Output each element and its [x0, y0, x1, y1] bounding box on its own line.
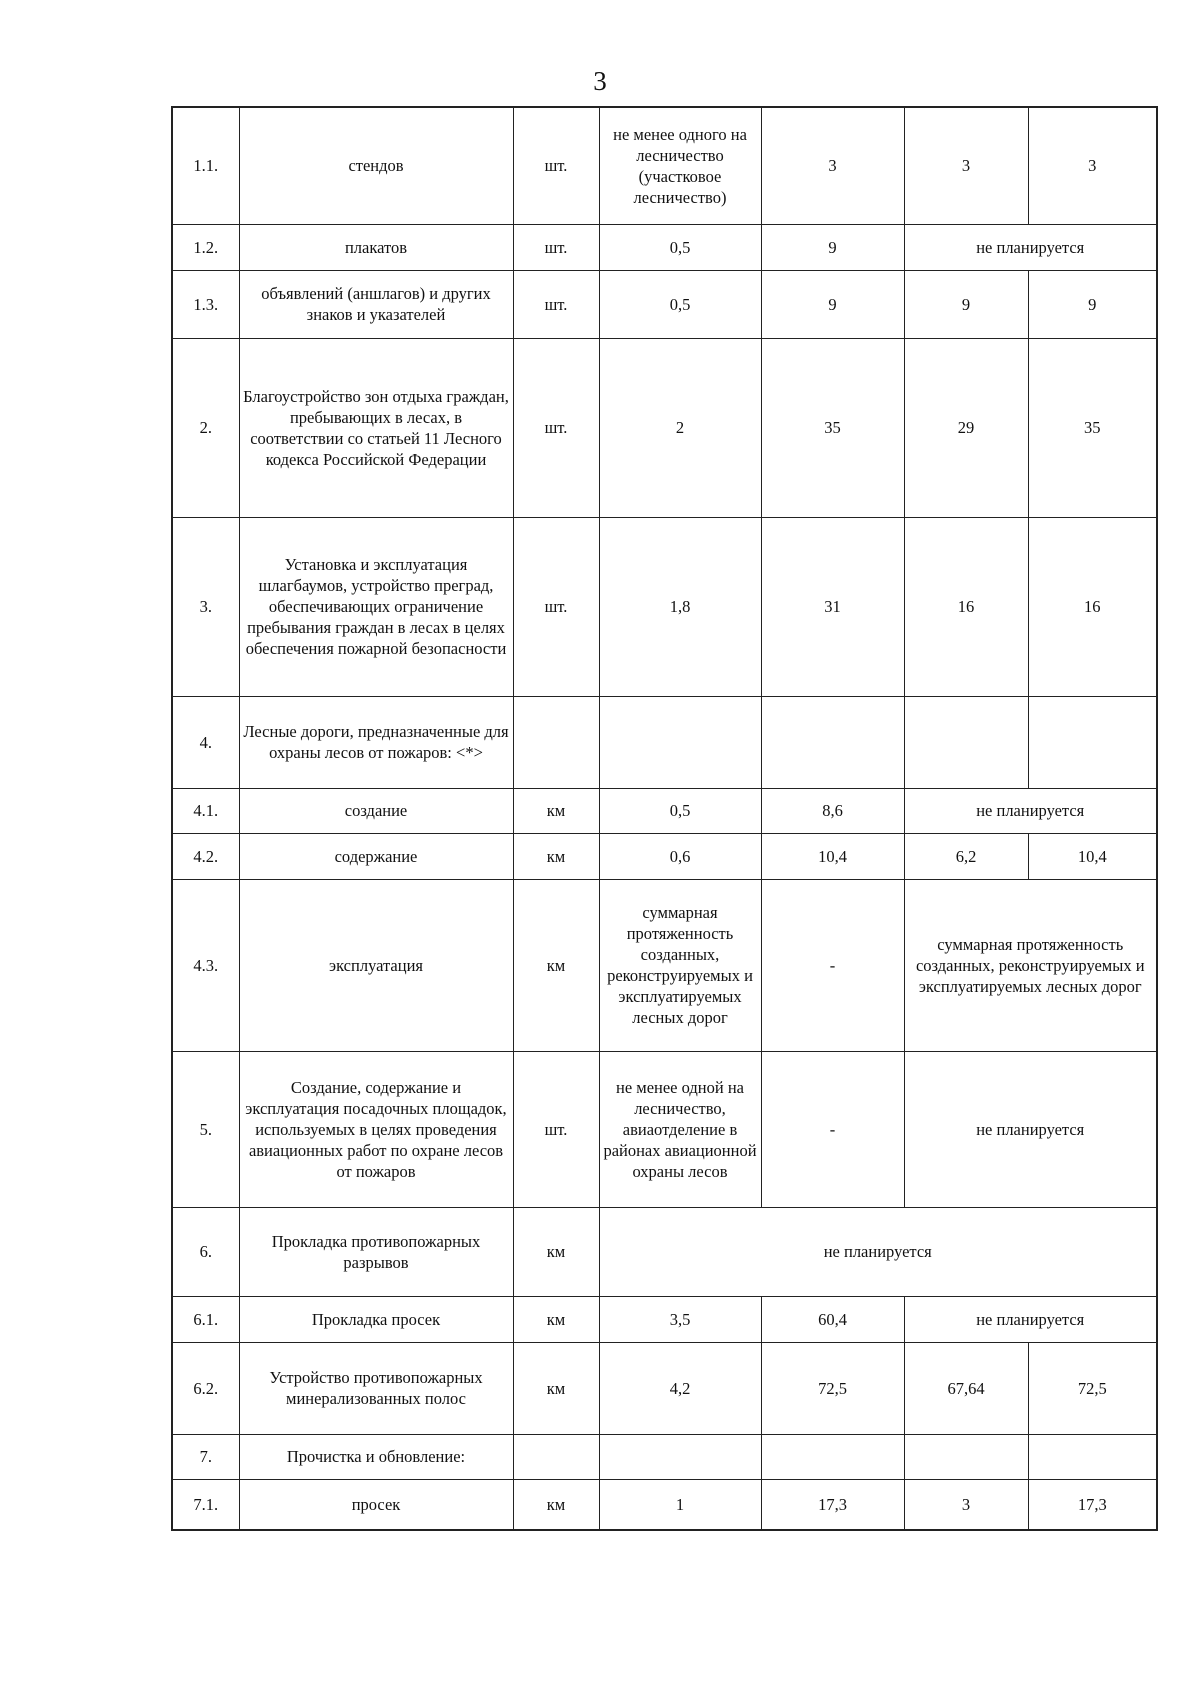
- value-cell: 60,4: [761, 1296, 904, 1342]
- table-row: [172, 270, 1157, 338]
- row-number: 1.3.: [172, 270, 239, 338]
- table-row: [172, 696, 1157, 788]
- row-number: 6.1.: [172, 1296, 239, 1342]
- norm-cell: не менее одной на лесничество, авиаотделение в районах авиационной охраны лесов: [599, 1051, 761, 1207]
- measure-name: стендов: [239, 107, 513, 224]
- unit-cell: км: [513, 1207, 599, 1296]
- value-cell: [904, 696, 1028, 788]
- norm-cell: 0,5: [599, 788, 761, 833]
- value-cell: [1028, 1434, 1157, 1479]
- norm-cell: 0,6: [599, 833, 761, 879]
- row-number: 7.: [172, 1434, 239, 1479]
- table-row: [172, 517, 1157, 696]
- norm-cell: 3,5: [599, 1296, 761, 1342]
- table-row: [172, 224, 1157, 270]
- value-cell: 72,5: [1028, 1342, 1157, 1434]
- value-cell: 3: [761, 107, 904, 224]
- table-row: [172, 879, 1157, 1051]
- unit-cell: шт.: [513, 107, 599, 224]
- measure-name: Лесные дороги, предназначенные для охраны лесов от пожаров: <*>: [239, 696, 513, 788]
- table-row: [172, 1207, 1157, 1296]
- value-cell: 6,2: [904, 833, 1028, 879]
- row-number: 6.: [172, 1207, 239, 1296]
- value-cell: 67,64: [904, 1342, 1028, 1434]
- measure-name: эксплуатация: [239, 879, 513, 1051]
- value-cell: 10,4: [1028, 833, 1157, 879]
- measure-name: объявлений (аншлагов) и других знаков и указателей: [239, 270, 513, 338]
- row-number: 2.: [172, 338, 239, 517]
- unit-cell: км: [513, 833, 599, 879]
- table-row: [172, 1296, 1157, 1342]
- value-cell: 9: [904, 270, 1028, 338]
- measure-name: Прокладка просек: [239, 1296, 513, 1342]
- norm-cell: 2: [599, 338, 761, 517]
- value-cell: 10,4: [761, 833, 904, 879]
- measure-name: создание: [239, 788, 513, 833]
- unit-cell: км: [513, 1342, 599, 1434]
- norm-cell: 0,5: [599, 270, 761, 338]
- measure-name: содержание: [239, 833, 513, 879]
- row-number: 5.: [172, 1051, 239, 1207]
- measure-name: Создание, содержание и эксплуатация посадочных площадок, используемых в целях проведения авиационных работ по охране лесов от пожаров: [239, 1051, 513, 1207]
- value-cell: [904, 1434, 1028, 1479]
- norm-cell: не менее одного на лесничество (участковое лесничество): [599, 107, 761, 224]
- value-cell: 17,3: [761, 1479, 904, 1530]
- unit-cell: шт.: [513, 270, 599, 338]
- norm-cell: [599, 1434, 761, 1479]
- unit-cell: км: [513, 1296, 599, 1342]
- value-cell: 3: [1028, 107, 1157, 224]
- norm-cell: суммарная протяженность созданных, реконструируемых и эксплуатируемых лесных дорог: [599, 879, 761, 1051]
- value-cell: 16: [904, 517, 1028, 696]
- value-cell: 29: [904, 338, 1028, 517]
- row-number: 4.: [172, 696, 239, 788]
- value-cell: 35: [761, 338, 904, 517]
- value-cell: 16: [1028, 517, 1157, 696]
- merged-cell: не планируется: [599, 1207, 1157, 1296]
- measure-name: Благоустройство зон отдыха граждан, пребывающих в лесах, в соответствии со статьей 11 Лесного кодекса Российской Федерации: [239, 338, 513, 517]
- unit-cell: [513, 696, 599, 788]
- value-cell: 8,6: [761, 788, 904, 833]
- row-number: 3.: [172, 517, 239, 696]
- value-cell: 3: [904, 1479, 1028, 1530]
- merged-cell: не планируется: [904, 1051, 1157, 1207]
- table-row: [172, 833, 1157, 879]
- value-cell: 9: [761, 270, 904, 338]
- forest-measures-table: [171, 106, 1158, 1531]
- row-number: 7.1.: [172, 1479, 239, 1530]
- page-number: 3: [593, 66, 607, 96]
- measure-name: Установка и эксплуатация шлагбаумов, устройство преград, обеспечивающих ограничение пребывания граждан в лесах в целях обеспечения пожарной безопасности: [239, 517, 513, 696]
- value-cell: [1028, 696, 1157, 788]
- table-row: [172, 107, 1157, 224]
- measure-name: Устройство противопожарных минерализованных полос: [239, 1342, 513, 1434]
- unit-cell: шт.: [513, 224, 599, 270]
- value-cell: [761, 1434, 904, 1479]
- unit-cell: шт.: [513, 1051, 599, 1207]
- value-cell: 9: [761, 224, 904, 270]
- value-cell: 9: [1028, 270, 1157, 338]
- row-number: 6.2.: [172, 1342, 239, 1434]
- unit-cell: км: [513, 1479, 599, 1530]
- row-number: 4.3.: [172, 879, 239, 1051]
- unit-cell: [513, 1434, 599, 1479]
- unit-cell: шт.: [513, 517, 599, 696]
- measure-name: Прочистка и обновление:: [239, 1434, 513, 1479]
- norm-cell: 4,2: [599, 1342, 761, 1434]
- measure-name: просек: [239, 1479, 513, 1530]
- merged-cell: не планируется: [904, 224, 1157, 270]
- value-cell: 31: [761, 517, 904, 696]
- value-cell: 17,3: [1028, 1479, 1157, 1530]
- table-row: [172, 1342, 1157, 1434]
- value-cell: 72,5: [761, 1342, 904, 1434]
- row-number: 4.1.: [172, 788, 239, 833]
- table-row: [172, 1434, 1157, 1479]
- table-row: [172, 1479, 1157, 1530]
- norm-cell: 1,8: [599, 517, 761, 696]
- row-number: 1.1.: [172, 107, 239, 224]
- value-cell: -: [761, 1051, 904, 1207]
- value-cell: 35: [1028, 338, 1157, 517]
- table-row: [172, 788, 1157, 833]
- unit-cell: шт.: [513, 338, 599, 517]
- value-cell: -: [761, 879, 904, 1051]
- norm-cell: [599, 696, 761, 788]
- measure-name: плакатов: [239, 224, 513, 270]
- table-row: [172, 338, 1157, 517]
- norm-cell: 1: [599, 1479, 761, 1530]
- norm-cell: 0,5: [599, 224, 761, 270]
- merged-cell: не планируется: [904, 1296, 1157, 1342]
- unit-cell: км: [513, 788, 599, 833]
- measure-name: Прокладка противопожарных разрывов: [239, 1207, 513, 1296]
- merged-cell: не планируется: [904, 788, 1157, 833]
- unit-cell: км: [513, 879, 599, 1051]
- row-number: 4.2.: [172, 833, 239, 879]
- table-row: [172, 1051, 1157, 1207]
- value-cell: 3: [904, 107, 1028, 224]
- merged-cell: суммарная протяженность созданных, реконструируемых и эксплуатируемых лесных дорог: [904, 879, 1157, 1051]
- row-number: 1.2.: [172, 224, 239, 270]
- value-cell: [761, 696, 904, 788]
